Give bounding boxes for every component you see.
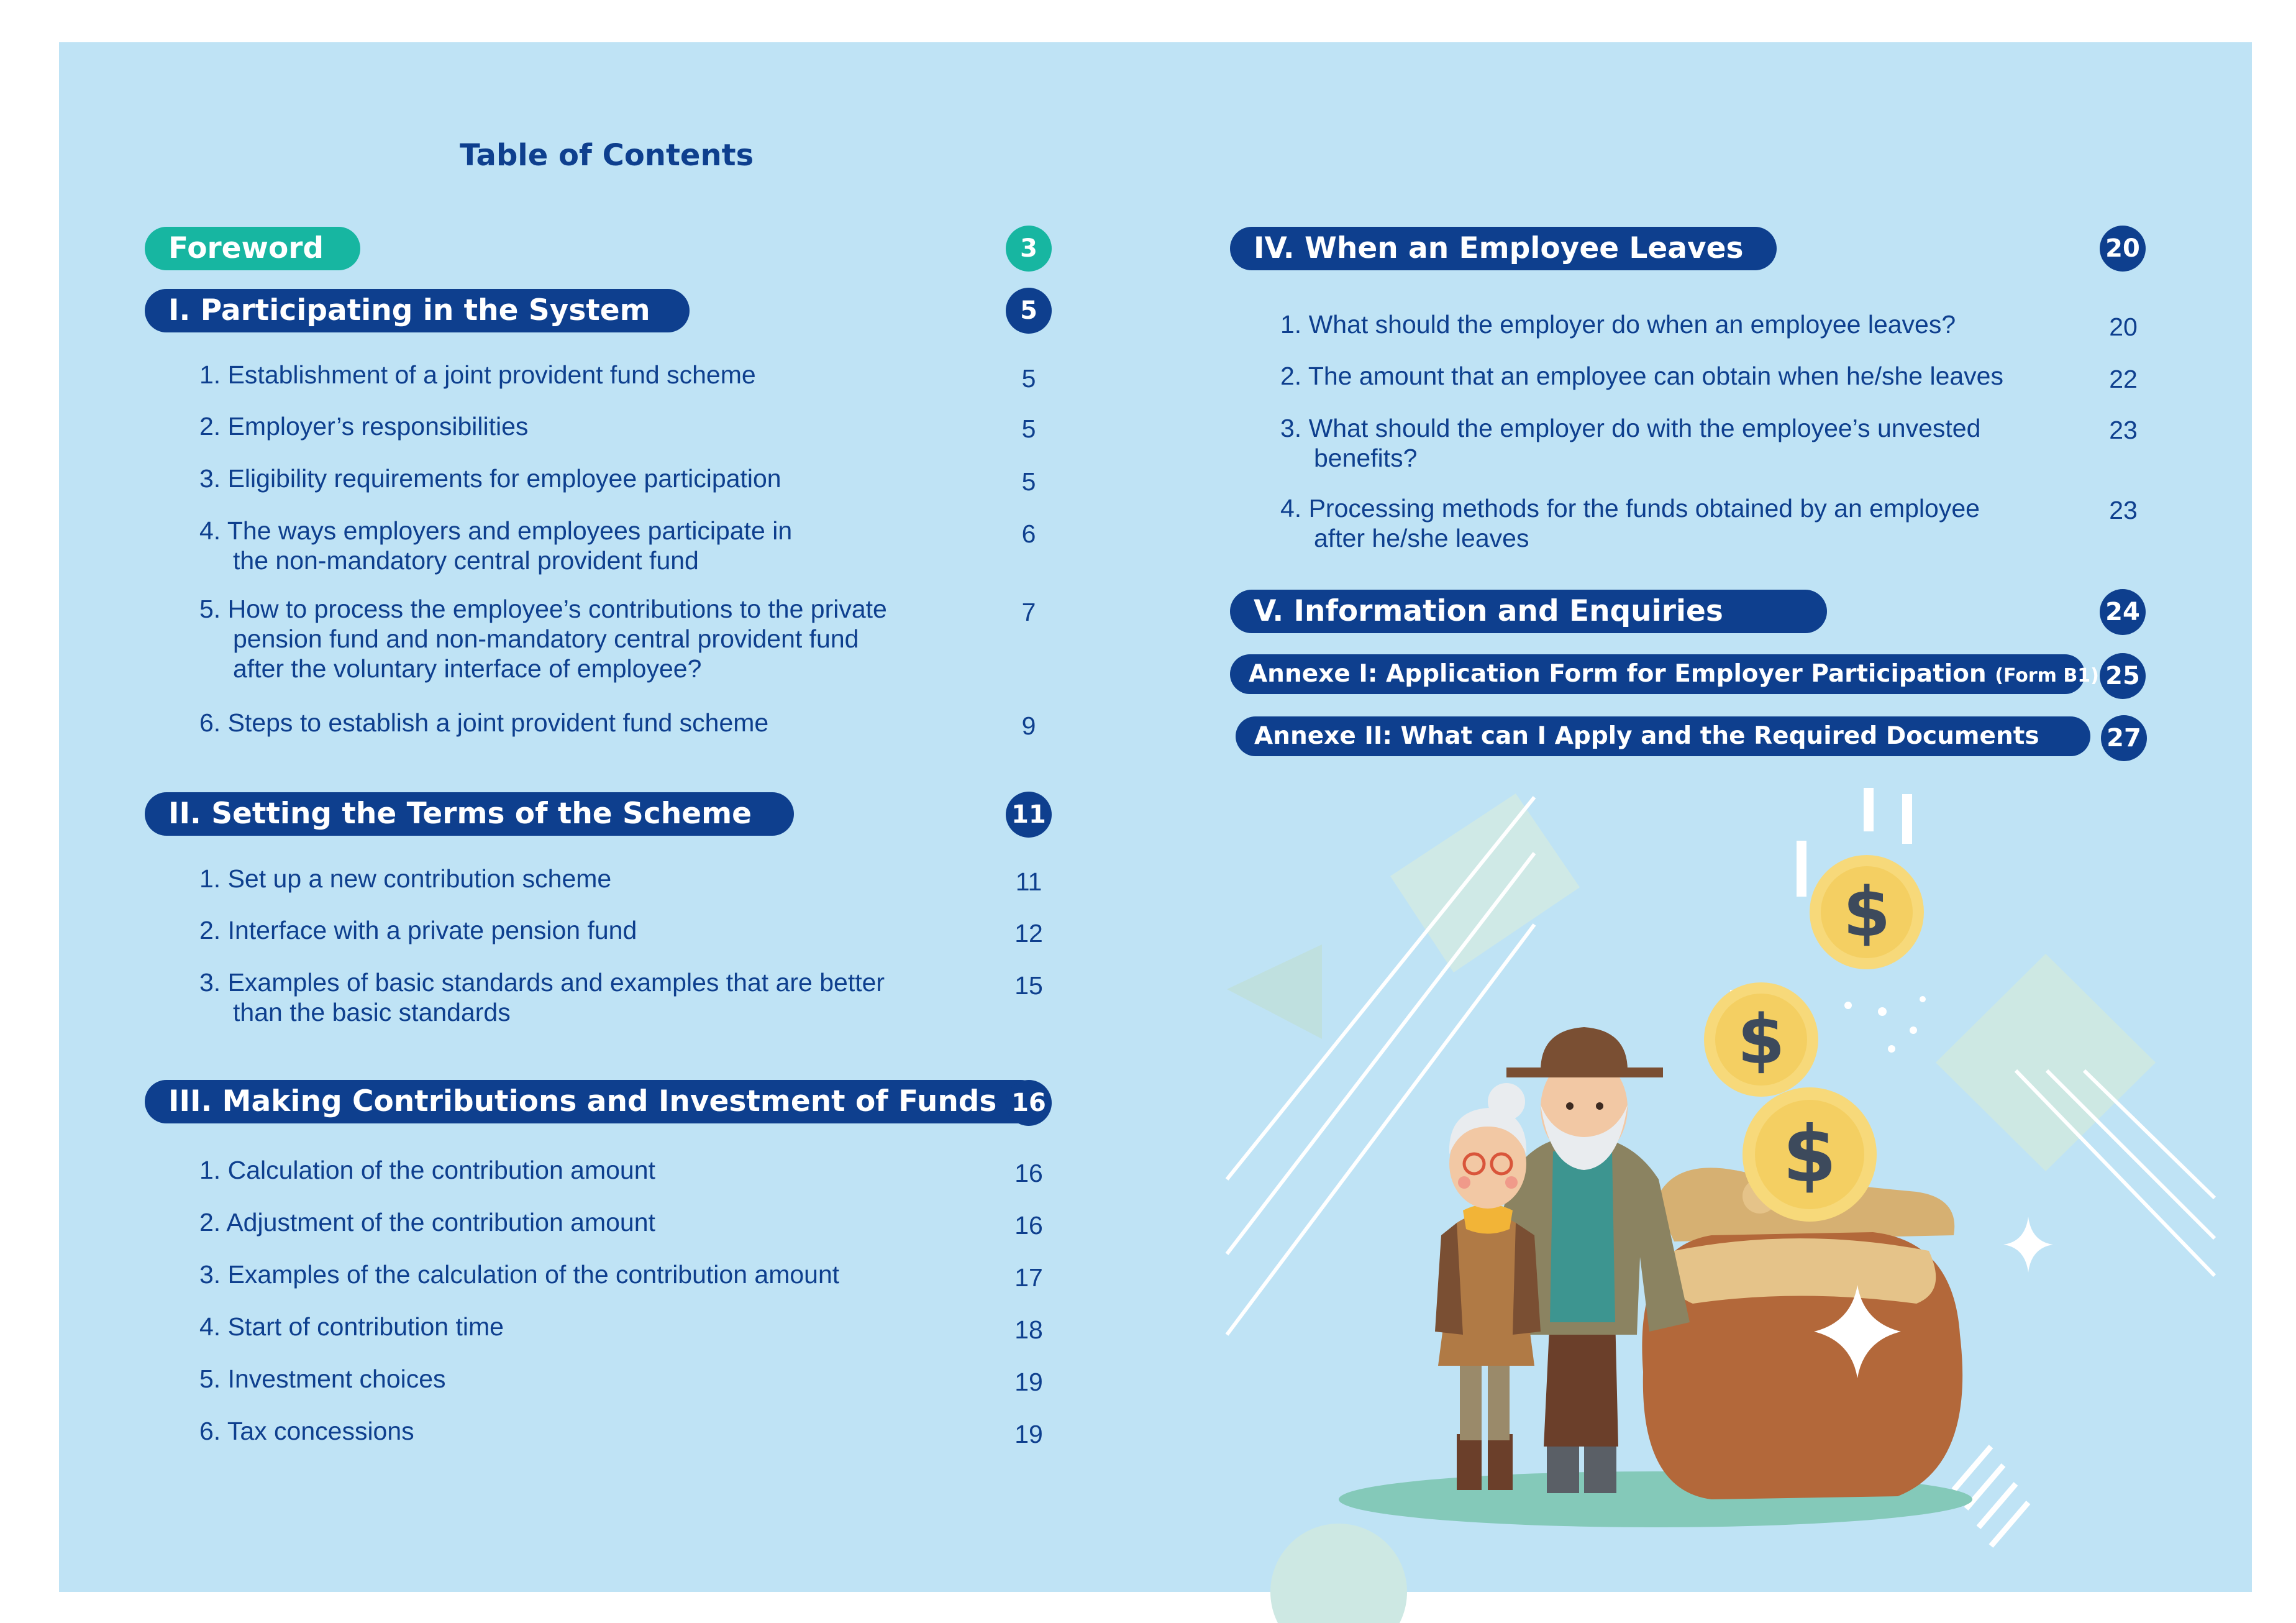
toc-item-page: 9: [1021, 711, 1036, 740]
toc-item-page: 19: [1014, 1420, 1043, 1448]
coin-icon: [1704, 982, 1818, 1097]
section-2-page-badge: 11: [1006, 792, 1052, 838]
decor-diamond: [1390, 793, 1580, 972]
toc-item[interactable]: 4. Start of contribution time: [199, 1312, 504, 1341]
toc-item[interactable]: 3. Examples of basic standards and examples that are better than the basic standards: [199, 968, 885, 1026]
foreword-page-badge: 3: [1006, 226, 1052, 272]
svg-text:$: $: [1737, 1000, 1785, 1079]
section-2-heading[interactable]: II. Setting the Terms of the Scheme: [145, 792, 794, 836]
toc-item-page: 12: [1014, 919, 1043, 948]
toc-item-page: 17: [1014, 1263, 1043, 1292]
section-5-page-badge: 24: [2100, 589, 2146, 635]
coin-icon: [1810, 855, 1924, 969]
annex-1-form-code: (Form B1): [1995, 665, 2099, 687]
annex-1-page-badge: 25: [2100, 653, 2146, 699]
svg-text:$: $: [1843, 872, 1891, 952]
toc-item-page: 11: [1015, 867, 1042, 896]
toc-item-page: 19: [1014, 1368, 1043, 1396]
page-title: Table of Contents: [460, 138, 754, 173]
toc-item[interactable]: 3. Eligibility requirements for employee participation: [199, 464, 781, 493]
toc-item[interactable]: 3. Examples of the calculation of the contribution amount: [199, 1260, 840, 1289]
toc-item-page: 16: [1014, 1159, 1043, 1187]
annex-1-label: Annexe I: Application Form for Employer Participation: [1249, 660, 1987, 688]
section-1-page-badge: 5: [1006, 288, 1052, 334]
decor-triangle: [1227, 944, 1322, 1039]
toc-item[interactable]: 2. Adjustment of the contribution amount: [199, 1208, 655, 1237]
toc-item[interactable]: 6. Steps to establish a joint provident fund scheme: [199, 708, 769, 737]
toc-item[interactable]: 4. Processing methods for the funds obtained by an employee after he/she leaves: [1280, 494, 1980, 552]
toc-item-page: 23: [2109, 496, 2138, 524]
toc-item[interactable]: 6. Tax concessions: [199, 1417, 414, 1445]
toc-item-page: 23: [2109, 416, 2138, 444]
decor-circle: [1270, 1524, 1407, 1623]
toc-item[interactable]: 1. Establishment of a joint provident fund scheme: [199, 360, 756, 389]
toc-item[interactable]: 1. What should the employer do when an employee leaves?: [1280, 310, 1956, 339]
annex-1-heading[interactable]: [1230, 654, 2099, 694]
foreword-heading[interactable]: Foreword: [145, 227, 360, 270]
section-4-heading[interactable]: IV. When an Employee Leaves: [1230, 227, 1777, 270]
toc-item[interactable]: 2. Employer’s responsibilities: [199, 412, 529, 441]
annex-2-page-badge: 27: [2101, 715, 2147, 761]
section-1-heading[interactable]: I. Participating in the System: [145, 289, 690, 332]
section-5-heading[interactable]: V. Information and Enquiries: [1230, 590, 1827, 633]
sparkle-icon: [2003, 1217, 2053, 1273]
toc-page: [59, 42, 2252, 1592]
toc-item-page: 18: [1014, 1315, 1043, 1344]
decor-diamond-right: [1936, 954, 2156, 1171]
toc-item-page: 5: [1021, 364, 1036, 393]
toc-item-page: 6: [1021, 519, 1036, 548]
toc-item-page: 22: [2109, 365, 2138, 393]
old-woman-figure: [1435, 1083, 1541, 1490]
section-4-page-badge: 20: [2100, 226, 2146, 272]
toc-item-page: 15: [1014, 971, 1043, 1000]
toc-item[interactable]: 1. Set up a new contribution scheme: [199, 864, 612, 893]
section-3-heading[interactable]: III. Making Contributions and Investment of Funds: [145, 1080, 1042, 1123]
toc-item-page: 7: [1021, 598, 1036, 626]
svg-text:$: $: [1782, 1110, 1837, 1200]
annex-2-heading[interactable]: Annexe II: What can I Apply and the Required Documents: [1236, 716, 2090, 756]
toc-item[interactable]: 5. How to process the employee’s contributions to the private pension fund and non-mandatory central provident fund after the voluntary interface of employee?: [199, 595, 887, 683]
section-3-page-badge: 16: [1006, 1080, 1052, 1126]
toc-item-page: 5: [1021, 467, 1036, 496]
coin-icon: [1742, 1087, 1877, 1222]
toc-item[interactable]: 2. Interface with a private pension fund: [199, 916, 637, 944]
toc-item[interactable]: 1. Calculation of the contribution amount: [199, 1156, 655, 1184]
toc-item-page: 20: [2109, 313, 2138, 341]
toc-item-page: 5: [1021, 414, 1036, 443]
toc-item[interactable]: 3. What should the employer do with the employee’s unvested benefits?: [1280, 414, 1981, 472]
toc-item[interactable]: 4. The ways employers and employees participate in the non-mandatory central provident fund: [199, 516, 793, 575]
toc-item-page: 16: [1014, 1211, 1043, 1240]
toc-item[interactable]: 5. Investment choices: [199, 1365, 446, 1393]
toc-item[interactable]: 2. The amount that an employee can obtain when he/she leaves: [1280, 362, 2003, 390]
